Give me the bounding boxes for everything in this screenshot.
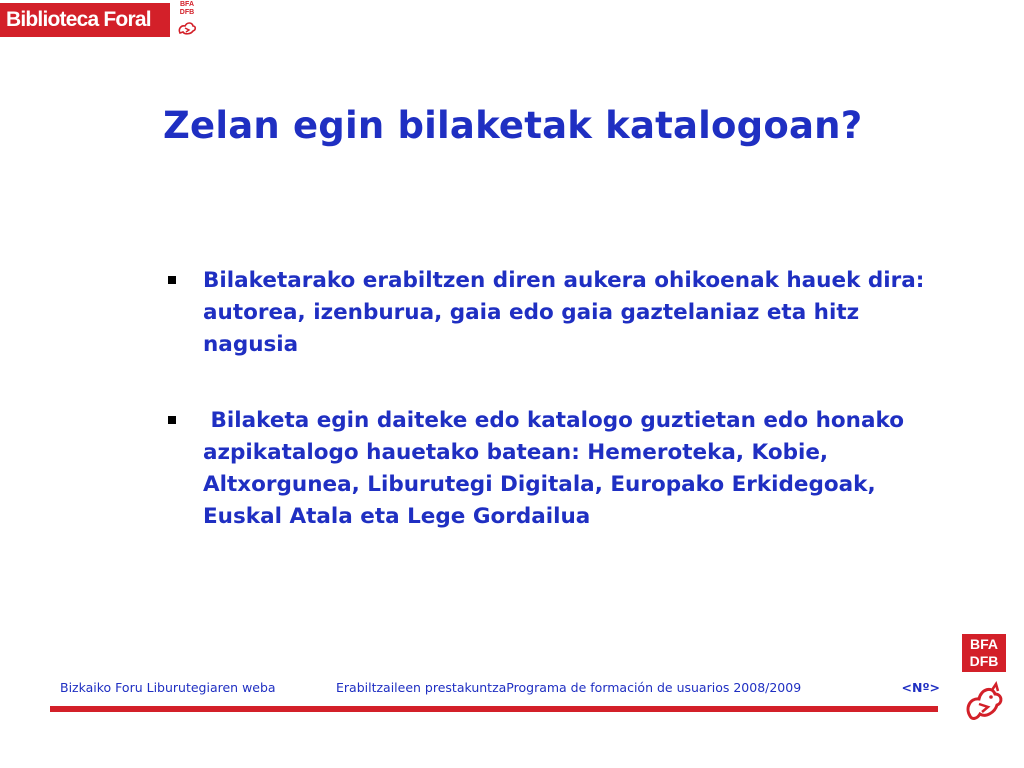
slide-title: Zelan egin bilaketak katalogoan?: [163, 104, 863, 147]
footer-logo-box: [962, 634, 1006, 672]
dragon-icon: [176, 17, 198, 37]
page-number: <Nº>: [901, 680, 940, 695]
footer-middle-text: Erabiltzaileen prestakuntzaPrograma de formación de usuarios 2008/2009: [336, 680, 802, 695]
brand-logo-line1: BFA: [180, 1, 194, 8]
bullet-item: [163, 405, 953, 533]
footer-logo: [962, 634, 1006, 726]
dragon-icon: [962, 672, 1006, 726]
brand-header: [0, 0, 198, 38]
brand-banner: [0, 3, 170, 37]
footer-logo-line1: BFA: [970, 636, 998, 652]
footer-divider: [50, 706, 938, 712]
bullet-item: [163, 265, 953, 361]
square-bullet-icon: [168, 276, 176, 284]
bullet-text: Bilaketarako erabiltzen diren aukera ohikoenak hauek dira: autorea, izenburua, gaia edo gaia gaztelaniaz eta hitz nagusia: [203, 268, 925, 357]
footer-left-text: Bizkaiko Foru Liburutegiaren weba: [60, 680, 276, 695]
bullet-text: Bilaketa egin daiteke edo katalogo guztietan edo honako azpikatalogo hauetako batean: Hemeroteka, Kobie, Altxorgunea, Liburutegi Digitala, Europako Erkidegoak, Euskal Atala eta Lege Gordailua: [203, 408, 912, 529]
slide-footer: [60, 680, 940, 700]
bullet-list: [163, 265, 953, 577]
square-bullet-icon: [168, 416, 176, 424]
footer-logo-line2: DFB: [969, 653, 999, 669]
brand-name: Biblioteca Foral: [6, 8, 151, 31]
brand-logo-line2: DFB: [179, 9, 195, 16]
brand-logo: [176, 1, 198, 37]
